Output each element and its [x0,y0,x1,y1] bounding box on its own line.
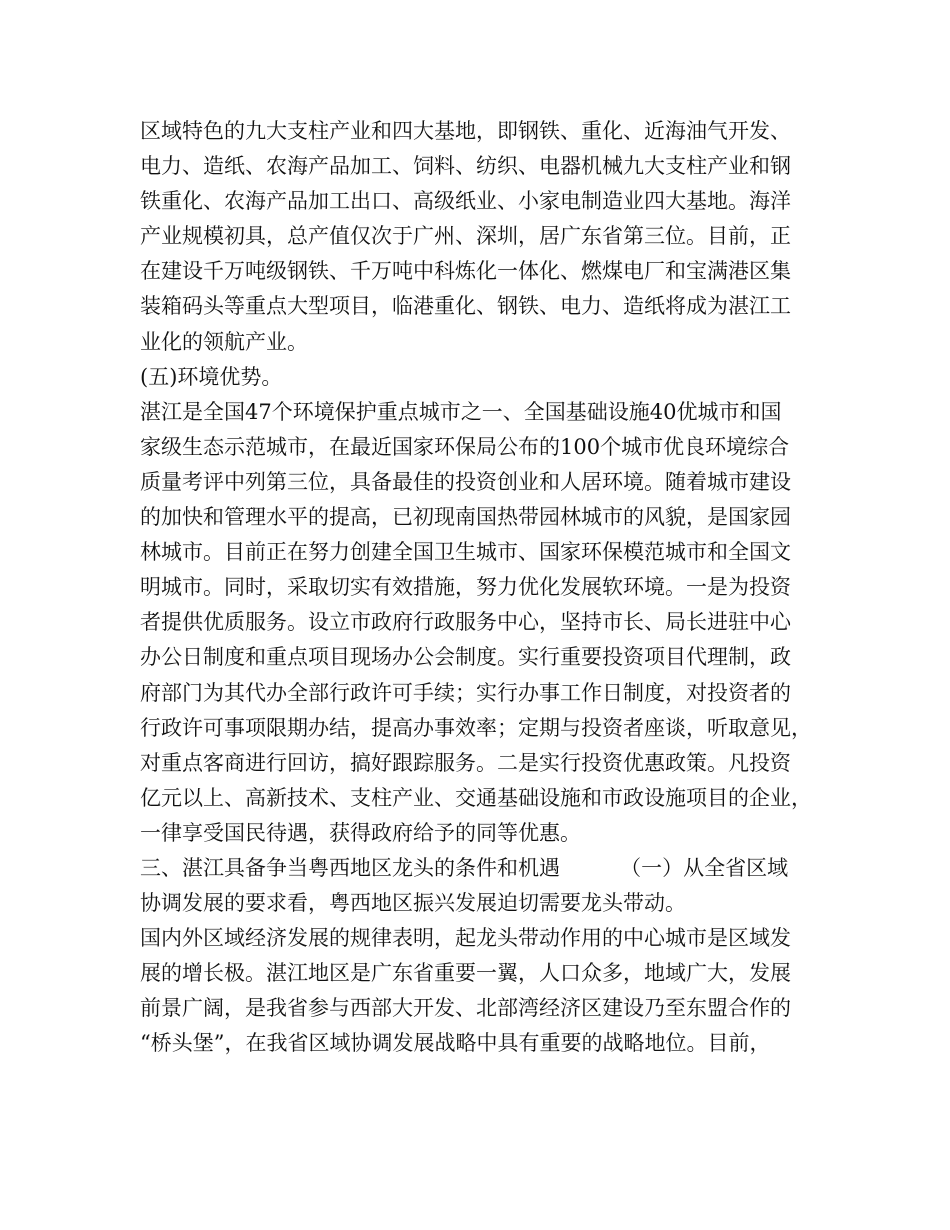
text-line-27: “桥头堡”，在我省区域协调发展战略中具有重要的战略地位。目前， [140,1031,771,1056]
text-line-23: 协调发展的要求看，粤西地区振兴发展迫切需要龙头带动。 [140,891,686,916]
body-text [140,114,830,1062]
text-line-14: 明城市。同时，采取切实有效措施，努力优化发展软环境。一是为投资 [140,575,791,600]
text-line-19: 对重点客商进行回访，搞好跟踪服务。二是实行投资优惠政策。凡投资 [140,750,791,775]
text-line-24: 国内外区域经济发展的规律表明，起龙头带动作用的中心城市是区域发 [140,926,791,951]
text-line-1: 区域特色的九大支柱产业和四大基地，即钢铁、重化、近海油气开发、 [140,119,791,143]
text-line-2: 电力、造纸、农海产品加工、饲料、纺织、电器机械九大支柱产业和钢 [140,154,791,179]
text-line-7: 业化的领航产业。 [140,329,308,354]
text-line-3: 铁重化、农海产品加工出口、高级纸业、小家电制造业四大基地。海洋 [140,189,791,214]
text-line-17: 府部门为其代办全部行政许可手续；实行办事工作日制度，对投资者的 [140,680,791,705]
text-line-4: 产业规模初具，总产值仅次于广州、深圳，居广东省第三位。目前，正 [140,224,791,249]
text-line-26: 前景广阔，是我省参与西部大开发、北部湾经济区建设乃至东盟合作的 [140,996,791,1021]
text-line-20: 亿元以上、高新技术、支柱产业、交通基础设施和市政设施项目的企业， [140,785,812,810]
text-line-25: 展的增长极。湛江地区是广东省重要一翼，人口众多，地域广大，发展 [140,961,791,986]
text-line-9: 湛江是全国47个环境保护重点城市之一、全国基础设施40优城市和国 [140,399,782,424]
text-line-6: 装箱码头等重点大型项目，临港重化、钢铁、电力、造纸将成为湛江工 [140,294,791,319]
text-line-18: 行政许可事项限期办结，提高办事效率；定期与投资者座谈，听取意见， [140,715,812,740]
section-heading: (五)环境优势。 [140,364,283,389]
text-line-13: 林城市。目前正在努力创建全国卫生城市、国家环保模范城市和全国文 [140,540,791,565]
text-line-5: 在建设千万吨级钢铁、千万吨中科炼化一体化、燃煤电厂和宝满港区集 [140,259,791,284]
text-line-10: 家级生态示范城市，在最近国家环保局公布的100个城市优良环境综合 [140,434,790,459]
text-line-11: 质量考评中列第三位，具备最佳的投资创业和人居环境。随着城市建设 [140,469,791,494]
text-line-12: 的加快和管理水平的提高，已初现南国热带园林城市的风貌，是国家园 [140,505,791,530]
text-line-16: 办公日制度和重点项目现场办公会制度。实行重要投资项目代理制，政 [140,645,791,670]
text-line-21: 一律享受国民待遇，获得政府给予的同等优惠。 [140,820,581,845]
chapter-heading: 三、湛江具备争当粤西地区龙头的条件和机遇 （一）从全省区域 [140,855,789,880]
text-line-15: 者提供优质服务。设立市政府行政服务中心，坚持市长、局长进驻中心 [140,610,791,635]
